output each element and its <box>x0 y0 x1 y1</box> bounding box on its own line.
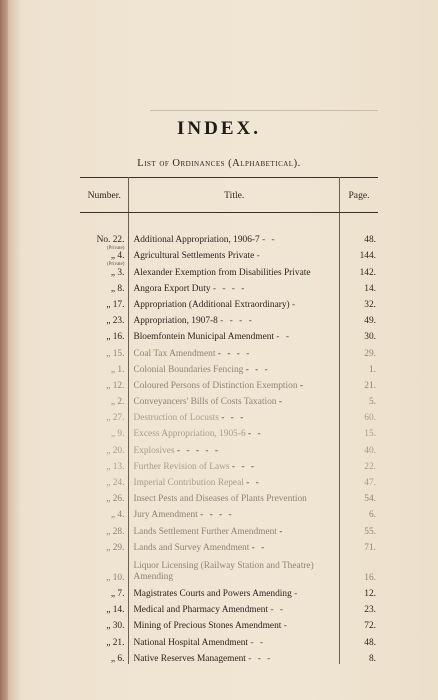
row-page: 32. <box>364 299 376 310</box>
row-title: Lands and Survey Amendment <box>133 542 250 553</box>
table-row <box>80 310 378 326</box>
row-leaders: - - <box>248 429 263 440</box>
table-row <box>80 342 378 358</box>
row-title-cell <box>129 407 340 423</box>
row-number: „ 30. <box>80 615 129 631</box>
row-leaders: - - - <box>221 413 246 424</box>
row-title-cell <box>129 599 340 615</box>
row-number: „ 14. <box>80 599 129 615</box>
row-page: 1. <box>368 364 376 375</box>
row-leaders: - - - - <box>217 348 252 359</box>
row-page: 22. <box>364 461 376 472</box>
row-title: Destruction of Locusts <box>133 413 219 424</box>
row-title-cell <box>129 423 340 439</box>
table-row <box>80 423 378 439</box>
row-leaders: - - <box>262 235 277 246</box>
row-number: „ 13. <box>80 456 129 472</box>
row-title: Insect Pests and Diseases of Plants Prevention <box>133 494 307 505</box>
row-number: „ 24. <box>80 472 129 488</box>
column-header-number: Number. <box>80 178 129 213</box>
row-leaders: - - - <box>248 653 273 664</box>
page-title: INDEX. <box>177 118 261 139</box>
row-number: „ 10. <box>80 553 129 583</box>
row-number: „ 28. <box>80 520 129 536</box>
table-row <box>80 391 378 407</box>
row-leaders: - - <box>276 332 291 343</box>
table-row <box>80 375 378 391</box>
row-leaders: - - - - <box>220 316 254 327</box>
row-page: 23. <box>364 605 376 616</box>
table-row <box>80 648 378 664</box>
row-page: 29. <box>364 348 376 359</box>
row-page: 55. <box>364 526 376 537</box>
page-subtitle: List of Ordinances (Alphabetical). <box>137 158 301 169</box>
row-leaders: - - - - <box>212 283 247 294</box>
row-leaders: - <box>299 380 305 391</box>
row-title: Colonial Boundaries Fencing <box>133 364 244 375</box>
row-title-cell <box>129 391 340 407</box>
row-page: 8. <box>368 653 376 664</box>
table-row <box>80 245 378 261</box>
row-page: 21. <box>364 380 376 391</box>
row-page: 6. <box>368 510 376 521</box>
row-number: No. 22. <box>80 229 129 245</box>
table-row <box>80 294 378 310</box>
row-leaders: - <box>279 526 285 537</box>
row-number-cell <box>80 245 129 261</box>
row-title-cell <box>129 439 340 455</box>
table-row <box>80 439 378 455</box>
index-table <box>80 177 378 664</box>
row-leaders: - <box>256 251 262 262</box>
table-row <box>80 472 378 488</box>
row-page: 54. <box>364 494 376 505</box>
column-header-title: Title. <box>129 178 340 213</box>
row-leaders: - <box>294 588 300 599</box>
row-number: „ 12. <box>80 375 129 391</box>
row-page: 48. <box>364 637 376 648</box>
row-page: 5. <box>368 397 376 408</box>
row-number: „ 6. <box>80 648 129 664</box>
row-title: Angora Export Duty <box>133 283 211 294</box>
row-page: 16. <box>364 572 376 583</box>
table-row <box>80 488 378 504</box>
row-title-cell <box>129 278 340 294</box>
row-number: „ 17. <box>80 294 129 310</box>
row-title: Additional Appropriation, 1906-7 <box>133 235 260 246</box>
table-header-row <box>80 178 378 213</box>
row-number: „ 20. <box>80 439 129 455</box>
page-binding-edge <box>0 0 8 700</box>
row-leaders: - - <box>246 478 261 488</box>
table-row <box>80 407 378 423</box>
row-title: Native Reserves Management <box>133 653 246 664</box>
row-title: Lands Settlement Further Amendment <box>133 526 277 537</box>
row-title: Magistrates Courts and Powers Amending <box>133 588 292 599</box>
table-row <box>80 615 378 631</box>
row-leaders: - <box>292 299 298 310</box>
row-title-cell <box>129 537 340 553</box>
row-leaders: - - <box>270 605 285 616</box>
row-title: Further Revision of Laws <box>133 461 230 472</box>
row-page: 48. <box>364 235 376 246</box>
row-title-cell <box>129 648 340 664</box>
row-title: Alexander Exemption from Disabilities Private <box>133 267 311 278</box>
row-number: „ 29. <box>80 537 129 553</box>
row-leaders: - <box>278 397 284 408</box>
table-spacer-row <box>80 213 378 230</box>
row-page: 12. <box>364 588 376 599</box>
row-number: „ 26. <box>80 488 129 504</box>
row-title: Conveyancers' Bills of Costs Taxation <box>133 397 277 408</box>
row-page: 14. <box>364 283 376 294</box>
table-row <box>80 456 378 472</box>
row-number: „ 7. <box>80 583 129 599</box>
row-title: Excess Appropriation, 1905-6 <box>133 429 246 440</box>
row-title: Jury Amendment <box>133 510 198 521</box>
row-leaders: - - - <box>231 461 256 472</box>
row-title: Coal Tax Amendment <box>133 348 216 359</box>
row-title-cell <box>129 294 340 310</box>
row-title-cell <box>129 631 340 647</box>
row-number: „ 15. <box>80 342 129 358</box>
row-number: „ 16. <box>80 326 129 342</box>
row-number: „ 1. <box>80 359 129 375</box>
row-title-cell <box>129 615 340 631</box>
row-title: National Hospital Amendment <box>133 637 249 648</box>
row-title-cell <box>129 245 340 261</box>
row-title-cell <box>129 520 340 536</box>
row-title-cell <box>129 456 340 472</box>
row-number: „ 21. <box>80 631 129 647</box>
row-page: 71. <box>364 542 376 553</box>
row-page: 30. <box>364 332 376 343</box>
table-row <box>80 326 378 342</box>
row-number: „ 4. <box>80 504 129 520</box>
row-leaders: - - <box>251 542 267 553</box>
row-title-cell <box>129 488 340 504</box>
row-title: Agricultural Settlements Private <box>133 251 255 262</box>
row-page: 144. <box>359 251 376 262</box>
row-title: Liquor Licensing (Railway Station and Theatre) Amending <box>133 560 314 582</box>
row-number: „ 4. <box>110 251 125 262</box>
top-rule <box>150 110 378 111</box>
row-title-cell <box>129 472 340 488</box>
table-row <box>80 553 378 583</box>
row-title-cell <box>129 326 340 342</box>
row-page: 49. <box>364 316 376 327</box>
row-leaders: - - - - - <box>176 445 220 456</box>
private-note: (Private) <box>106 246 125 252</box>
table-row <box>80 261 378 277</box>
row-number: „ 2. <box>80 391 129 407</box>
table-row <box>80 631 378 647</box>
row-page: 40. <box>364 445 376 456</box>
row-page: 72. <box>364 621 376 632</box>
table-row <box>80 359 378 375</box>
row-leaders: - - - <box>245 364 270 375</box>
row-title: Imperial Contribution Repeal <box>133 478 244 488</box>
row-page: 15. <box>364 429 376 440</box>
row-title-cell <box>129 229 340 245</box>
row-title: Mining of Precious Stones Amendment <box>133 621 282 632</box>
table-row <box>80 537 378 553</box>
row-title: Appropriation (Additional Extraordinary) <box>133 299 290 310</box>
row-leaders: - - <box>250 637 265 648</box>
row-title-cell <box>129 504 340 520</box>
private-note: (Private) <box>106 262 125 268</box>
row-title: Coloured Persons of Distinction Exemption <box>133 380 298 391</box>
row-title-cell <box>129 553 340 583</box>
row-number: „ 27. <box>80 407 129 423</box>
row-page: 142. <box>359 267 376 278</box>
row-page: 47. <box>364 478 376 488</box>
row-title: Appropriation, 1907-8 <box>133 316 218 327</box>
table-row <box>80 599 378 615</box>
table-row <box>80 278 378 294</box>
row-title: Medical and Pharmacy Amendment <box>133 605 269 616</box>
row-title: Bloemfontein Municipal Amendment <box>133 332 275 343</box>
row-leaders: - <box>283 621 289 632</box>
row-number: „ 9. <box>80 423 129 439</box>
row-number: „ 3. <box>110 267 125 278</box>
row-number: „ 23. <box>80 310 129 326</box>
table-row <box>80 229 378 245</box>
row-title-cell <box>129 261 340 277</box>
row-number: „ 8. <box>80 278 129 294</box>
row-page: 60. <box>364 413 376 424</box>
row-title-cell <box>129 342 340 358</box>
row-title-cell <box>129 310 340 326</box>
row-title-cell <box>129 359 340 375</box>
column-header-page: Page. <box>340 178 378 213</box>
table-row <box>80 504 378 520</box>
row-title-cell <box>129 375 340 391</box>
table-row <box>80 583 378 599</box>
row-title-cell <box>129 583 340 599</box>
row-title: Explosives <box>133 445 175 456</box>
row-number-cell <box>80 261 129 277</box>
row-leaders: - - - - <box>200 510 234 521</box>
table-row <box>80 520 378 536</box>
